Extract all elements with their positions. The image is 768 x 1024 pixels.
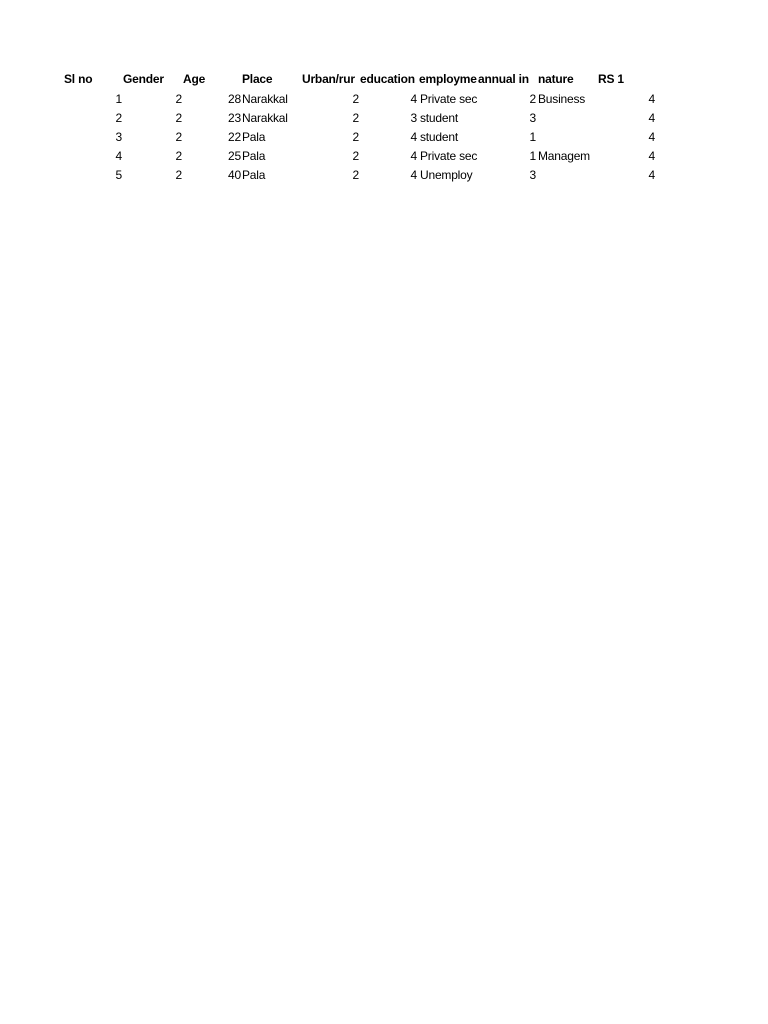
cell-place: Narakkal	[242, 92, 288, 106]
cell-age: 25	[228, 149, 241, 163]
cell-rs1: 4	[648, 168, 655, 182]
cell-nature: Managem	[538, 149, 590, 163]
cell-education: 4	[410, 130, 417, 144]
cell-place: Narakkal	[242, 111, 288, 125]
header-rs1: RS 1	[598, 72, 624, 86]
cell-rs1: 4	[648, 130, 655, 144]
header-education: education	[360, 72, 415, 86]
cell-rs1: 4	[648, 149, 655, 163]
cell-employment: Private sec	[420, 92, 478, 106]
cell-age: 40	[228, 168, 241, 182]
header-sl-no: Sl no	[64, 72, 93, 86]
cell-gender: 2	[175, 149, 182, 163]
cell-nature	[538, 166, 597, 185]
cell-urban-rural: 2	[352, 168, 359, 182]
cell-education: 3	[410, 111, 417, 125]
cell-gender: 2	[175, 130, 182, 144]
header-age: Age	[183, 72, 206, 86]
cell-annual-income: 3	[529, 111, 536, 125]
cell-annual-income: 3	[529, 168, 536, 182]
cell-sl-no: 4	[115, 149, 122, 163]
cell-employment: Private sec	[420, 149, 478, 163]
cell-nature	[538, 109, 597, 128]
cell-sl-no: 2	[115, 111, 122, 125]
cell-sl-no: 3	[115, 130, 122, 144]
cell-nature: Business	[538, 92, 586, 106]
cell-education: 4	[410, 168, 417, 182]
header-urban-rural: Urban/rur	[302, 72, 355, 86]
cell-employment: student	[420, 130, 458, 144]
cell-urban-rural: 2	[352, 149, 359, 163]
cell-urban-rural: 2	[352, 130, 359, 144]
header-employment: employme	[419, 72, 477, 86]
cell-place: Pala	[242, 149, 266, 163]
cell-place: Pala	[242, 130, 266, 144]
cell-nature	[538, 128, 597, 147]
header-annual-income: annual in	[478, 72, 529, 86]
cell-age: 22	[228, 130, 241, 144]
cell-sl-no: 1	[115, 92, 122, 106]
cell-age: 28	[228, 92, 241, 106]
cell-place: Pala	[242, 168, 266, 182]
cell-employment: student	[420, 111, 458, 125]
cell-annual-income: 1	[529, 130, 536, 144]
cell-rs1: 4	[648, 92, 655, 106]
header-place: Place	[242, 72, 273, 86]
cell-urban-rural: 2	[352, 92, 359, 106]
cell-gender: 2	[175, 92, 182, 106]
cell-education: 4	[410, 92, 417, 106]
header-gender: Gender	[123, 72, 164, 86]
cell-urban-rural: 2	[352, 111, 359, 125]
cell-education: 4	[410, 149, 417, 163]
cell-gender: 2	[175, 111, 182, 125]
cell-sl-no: 5	[115, 168, 122, 182]
cell-rs1: 4	[648, 111, 655, 125]
cell-gender: 2	[175, 168, 182, 182]
cell-annual-income: 2	[529, 92, 536, 106]
cell-employment: Unemploy	[420, 168, 473, 182]
cell-age: 23	[228, 111, 241, 125]
header-nature: nature	[538, 72, 574, 86]
cell-annual-income: 1	[529, 149, 536, 163]
